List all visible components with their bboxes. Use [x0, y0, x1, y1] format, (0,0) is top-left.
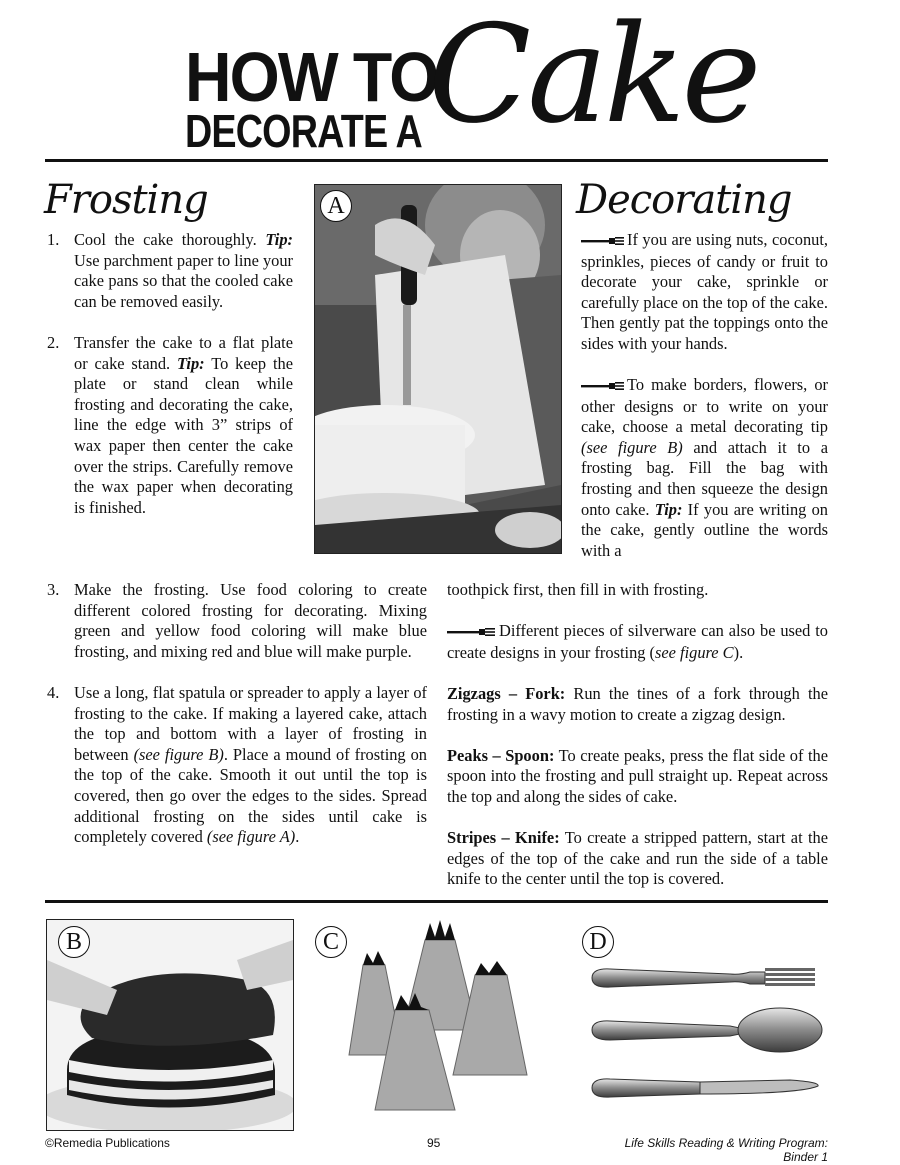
text-run: If you are writing on the cake, gently outline the words with a: [581, 499, 828, 560]
figure-a-photo: [314, 184, 562, 554]
figure-reference: (see figure B): [133, 744, 224, 764]
figure-reference: (see figure B): [581, 437, 683, 457]
title-script: Cake: [428, 0, 758, 153]
figure-reference: see figure C: [655, 642, 734, 662]
text-run: Use parchment paper to line your cake pans so that the cooled cake can be removed easily.: [74, 250, 293, 311]
utensil-fork-icon: [581, 376, 625, 397]
technique-text: Run the tines of a fork through the frosting in a wavy motion to create a zigzag design.: [447, 683, 828, 724]
text-run: If you are using nuts, coconut, sprinkles, pieces of candy or fruit to decorate your cake, sprinkle or carefully place on the top of the cake. Then gently pat the toppings onto the sides with your hands.: [581, 230, 828, 353]
fork-spoon-knife-image: [590, 960, 825, 1105]
decorating-paragraphs: [581, 230, 828, 561]
text-run: . Place a mound of frosting on the top of the cake. Smooth it out until the top is covered, then go over the edges to the sides. Spread additional frosting on the sides until cake is completely covered: [74, 744, 427, 847]
tip-label: Tip:: [265, 230, 293, 249]
item-text: [74, 683, 427, 846]
figure-c-label: C: [315, 926, 347, 958]
silverware-paragraph: [447, 621, 828, 663]
footer-publisher: ©Remedia Publications: [45, 1136, 170, 1150]
figure-d-label: D: [582, 926, 614, 958]
technique-peaks: [447, 746, 828, 808]
technique-zigzags: [447, 684, 828, 725]
frosting-item-1: [47, 230, 293, 312]
figure-c-decorating-tips: [345, 915, 535, 1125]
paragraph-text: [447, 621, 828, 662]
spoon-shape: [592, 1008, 822, 1052]
decorating-paragraph-2: [581, 375, 828, 561]
tip-label: Tip:: [177, 353, 205, 373]
title-line-1: HOW TO: [185, 38, 438, 116]
figure-d-silverware: [590, 960, 825, 1105]
text-run: Make the frosting. Use food coloring to create different colored frosting for decorating. Mixing green and yellow food coloring will make blue frosting, and mixing red and blue will make purple.: [74, 580, 427, 661]
paragraph-text: [581, 375, 828, 560]
item-number: 1.: [47, 230, 60, 249]
woman-frosting-cake-image: [315, 185, 561, 553]
item-number: 3.: [47, 580, 60, 599]
text-run: ).: [733, 642, 744, 662]
text-run: To make borders, flowers, or other designs or to write on your cake, choose a metal decorating tip: [581, 375, 828, 437]
spacer: [47, 662, 427, 683]
figure-b-label: B: [58, 926, 90, 958]
item-number: 2.: [47, 332, 60, 352]
decorating-paragraph-1: [581, 230, 828, 355]
frosting-item-3: [47, 580, 427, 662]
item-text: [74, 230, 293, 311]
technique-stripes: [447, 828, 828, 890]
decorating-continuation: toothpick first, then fill in with frosting.: [447, 580, 709, 599]
frosting-heading: Frosting: [44, 177, 208, 223]
frosting-list-bottom: [47, 580, 427, 848]
tip-label: Tip:: [654, 499, 683, 519]
decorating-heading: Decorating: [576, 177, 792, 223]
spacer: [447, 663, 828, 684]
decorating-wide: [447, 580, 828, 890]
technique-text: To create a stripped pattern, start at the edges of the top of the cake and run the side of a table knife to the center until the top is covered.: [447, 828, 828, 889]
technique-text: To create peaks, press the flat side of the spoon into the frosting and pull straight up. Repeat across the top and along the sides of cake.: [447, 745, 828, 806]
technique-label: Stripes – Knife:: [447, 828, 560, 848]
footer-program-title: Life Skills Reading & Writing Program: Binder 1: [624, 1136, 828, 1164]
bottom-rule: [45, 900, 828, 903]
text-run: To keep the plate or stand clean while frosting and decorating the cake, line the edge with 3” strips of wax paper then center the cake over the strips. Carefully remove the wax paper when decorating is finished.: [74, 353, 293, 517]
title-line-2: DECORATE A: [185, 105, 422, 157]
technique-label: Zigzags – Fork:: [447, 683, 566, 703]
text-run: Use a long, flat spatula or spreader to apply a layer of frosting to the cake. If making a layered cake, attach the top and bottom with a layer of frosting in between: [74, 682, 427, 764]
fork-shape: [592, 968, 815, 987]
frosting-item-2: [47, 333, 293, 518]
utensil-fork-icon: [581, 231, 625, 252]
text-run: Transfer the cake to a flat plate or cake stand.: [74, 332, 293, 373]
knife-shape: [592, 1079, 818, 1097]
footer-page-number: 95: [427, 1136, 441, 1150]
text-run: and attach it to a frosting bag. Fill the bag with frosting and then squeeze the design onto cake.: [581, 437, 828, 519]
spacer: [581, 355, 828, 376]
piping-tips-image: [345, 915, 535, 1125]
figure-a-label: A: [320, 190, 352, 222]
spacer: [447, 807, 828, 828]
utensil-fork-icon: [447, 622, 497, 643]
text-run: .: [295, 827, 300, 847]
spacer: [447, 725, 828, 746]
item-text: [74, 580, 427, 661]
item-number: 4.: [47, 682, 60, 702]
frosting-item-4: [47, 683, 427, 848]
figure-reference: (see figure A): [206, 827, 296, 847]
text-run: Cool the cake thoroughly.: [74, 230, 266, 249]
item-text: [74, 333, 293, 517]
frosting-list-top: [47, 230, 293, 518]
top-rule: [45, 159, 828, 162]
spacer: [447, 601, 828, 622]
text-run: Different pieces of silverware can also be used to create designs in your frosting (: [447, 621, 828, 662]
spacer: [47, 312, 293, 333]
technique-label: Peaks – Spoon:: [447, 745, 555, 765]
